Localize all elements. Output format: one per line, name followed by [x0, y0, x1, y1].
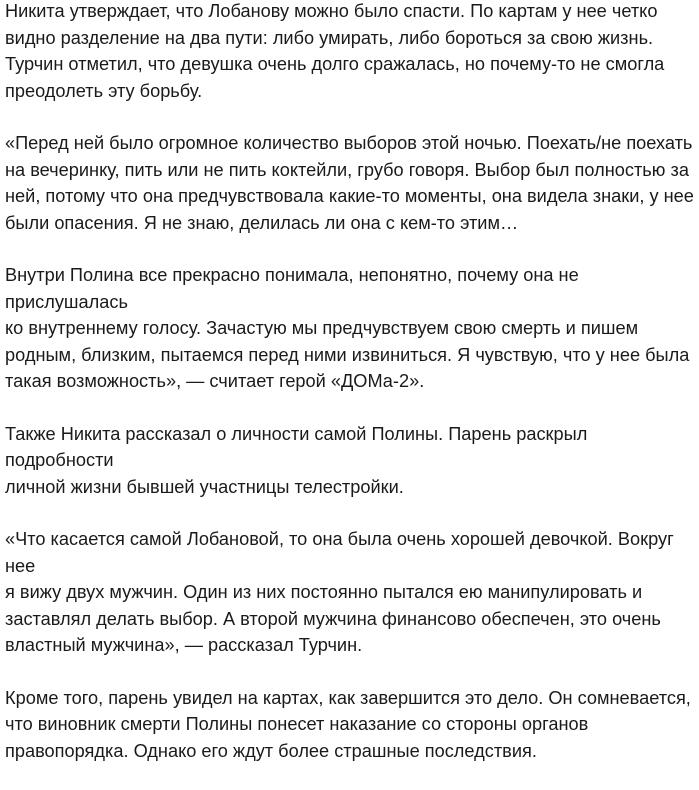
- paragraph-1: Никита утверждает, что Лобанову можно было спасти. По картам у нее четко видно разделение на два пути: либо умирать, либо бороться за свою жизнь. Турчин отметил, что девушка очень долго сражалась, но почему-то не смогла преодолеть эту борьбу.: [5, 1, 665, 101]
- paragraph-4: Также Никита рассказал о личности самой Полины. Парень раскрыл подробности личной жизни бывшей участницы телестройки.: [5, 423, 588, 497]
- article-body: [5, 0, 695, 790]
- paragraph-6: Кроме того, парень увидел на картах, как завершится это дело. Он сомневается, что виновник смерти Полины понесет наказание со стороны органов правопорядка. Однако его ждут более страшные последствия.: [5, 687, 691, 761]
- paragraph-2: «Перед ней было огромное количество выборов этой ночью. Поехать/не поехать на вечеринку, пить или не пить коктейли, грубо говоря. Выбор был полностью за ней, потому что она предчувствовала какие-то моменты, она видела знаки, у нее были опасения. Я не знаю, делилась ли она с кем-то этим…: [5, 133, 694, 233]
- paragraph-5: «Что касается самой Лобановой, то она была очень хорошей девочкой. Вокруг нее я вижу двух мужчин. Один из них постоянно пытался ею манипулировать и заставлял делать выбор. А второй мужчина финансово обеспечен, это очень властный мужчина», — рассказал Турчин.: [5, 529, 674, 655]
- paragraph-3: Внутри Полина все прекрасно понимала, непонятно, почему она не прислушалась ко внутреннему голосу. Зачастую мы предчувствуем свою смерть и пишем родным, близким, пытаемся перед ними извиниться. Я чувствую, что у нее была такая возможность», — считает герой «ДОМа-2».: [5, 265, 690, 391]
